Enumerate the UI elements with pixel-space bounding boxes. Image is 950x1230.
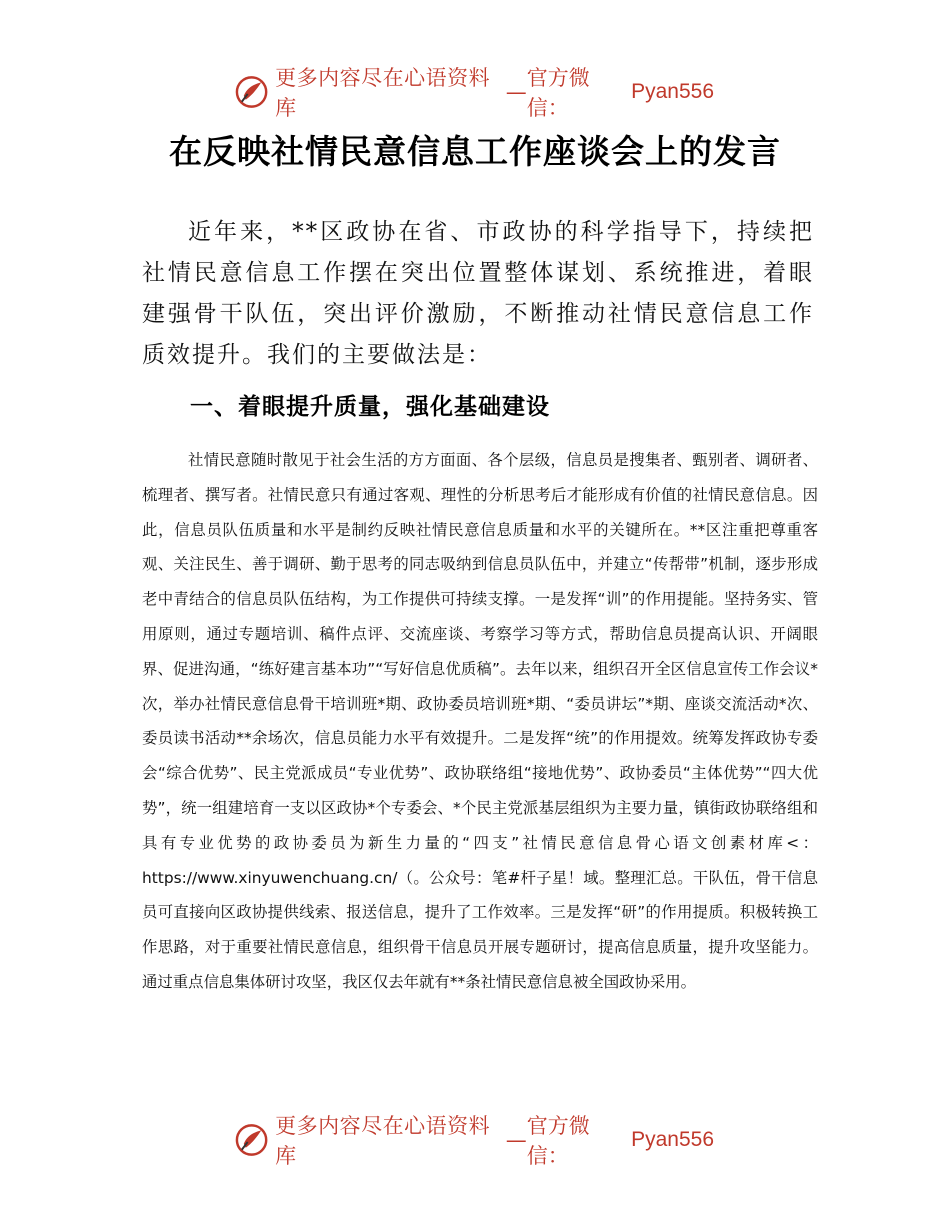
- watermark-separator: —: [505, 80, 527, 104]
- intro-paragraph: 近年来，**区政协在省、市政协的科学指导下，持续把社情民意信息工作摆在突出位置整体谋划、系统推进，着眼建强骨干队伍，突出评价激励，不断推动社情民意信息工作质效提升。我们的主要做法是：: [142, 219, 814, 368]
- watermark-wechat-id: Pyan556: [631, 80, 715, 103]
- watermark-banner-top: [234, 66, 715, 120]
- watermark-wechat-label: 官方微信：: [526, 1114, 590, 1168]
- section-body-paragraph: 社情民意随时散见于社会生活的方方面面、各个层级，信息员是搜集者、甄别者、调研者、梳理者、撰写者。社情民意只有通过客观、理性的分析思考后才能形成有价值的社情民意信息。因此，信息员队伍质量和水平是制约反映社情民意信息质量和水平的关键所在。**区注重把尊重客观、关注民生、善于调研、勤于思考的同志吸纳到信息员队伍中，并建立“传帮带”机制，逐步形成老中青结合的信息员队伍结构，为工作提供可持续支撑。一是发挥“训”的作用提能。坚持务实、管用原则，通过专题培训、稿件点评、交流座谈、考察学习等方式，帮助信息员提高认识、开阔眼界、促进沟通，“练好建言基本功”“写好信息优质稿”。去年以来，组织召开全区信息宣传工作会议*次，举办社情民意信息骨干培训班*期、政协委员培训班*期、“委员讲坛”*期、座谈交流活动*次、委员读书活动**余场次，信息员能力水平有效提升。二是发挥“统”的作用提效。统筹发挥政协专委会“综合优势”、民主党派成员“专业优势”、政协联络组“接地优势”、政协委员“主体优势”“四大优势”，统一组建培育一支以区政协*个专委会、*个民主党派基层组织为主要力量，镇街政协联络组和具有专业优势的政协委员为新生力量的“四支”社情民意信息骨心语文创素材库<：https://www.xinyuwenchuang.cn/（。公众号：笔#杆子星！域。整理汇总。干队伍，骨干信息员可直接向区政协提供线索、报送信息，提升了工作效率。三是发挥“研”的作用提质。积极转换工作思路，对于重要社情民意信息，组织骨干信息员开展专题研讨，提高信息质量，提升攻坚能力。通过重点信息集体研讨攻坚，我区仅去年就有**条社情民意信息被全国政协采用。: [142, 451, 818, 991]
- document-title: 在反映社情民意信息工作座谈会上的发言: [169, 132, 781, 171]
- brand-logo-icon: [234, 1122, 269, 1158]
- section-heading: 一、着眼提升质量，强化基础建设: [190, 394, 550, 420]
- watermark-separator: —: [505, 1128, 527, 1152]
- watermark-wechat-id: Pyan556: [631, 1128, 715, 1151]
- brand-logo-icon: [234, 74, 269, 110]
- watermark-brand: 更多内容尽在心语资料库: [275, 66, 491, 120]
- watermark-banner-bottom: [234, 1114, 715, 1168]
- watermark-wechat-label: 官方微信：: [526, 66, 590, 120]
- watermark-brand: 更多内容尽在心语资料库: [275, 1114, 491, 1168]
